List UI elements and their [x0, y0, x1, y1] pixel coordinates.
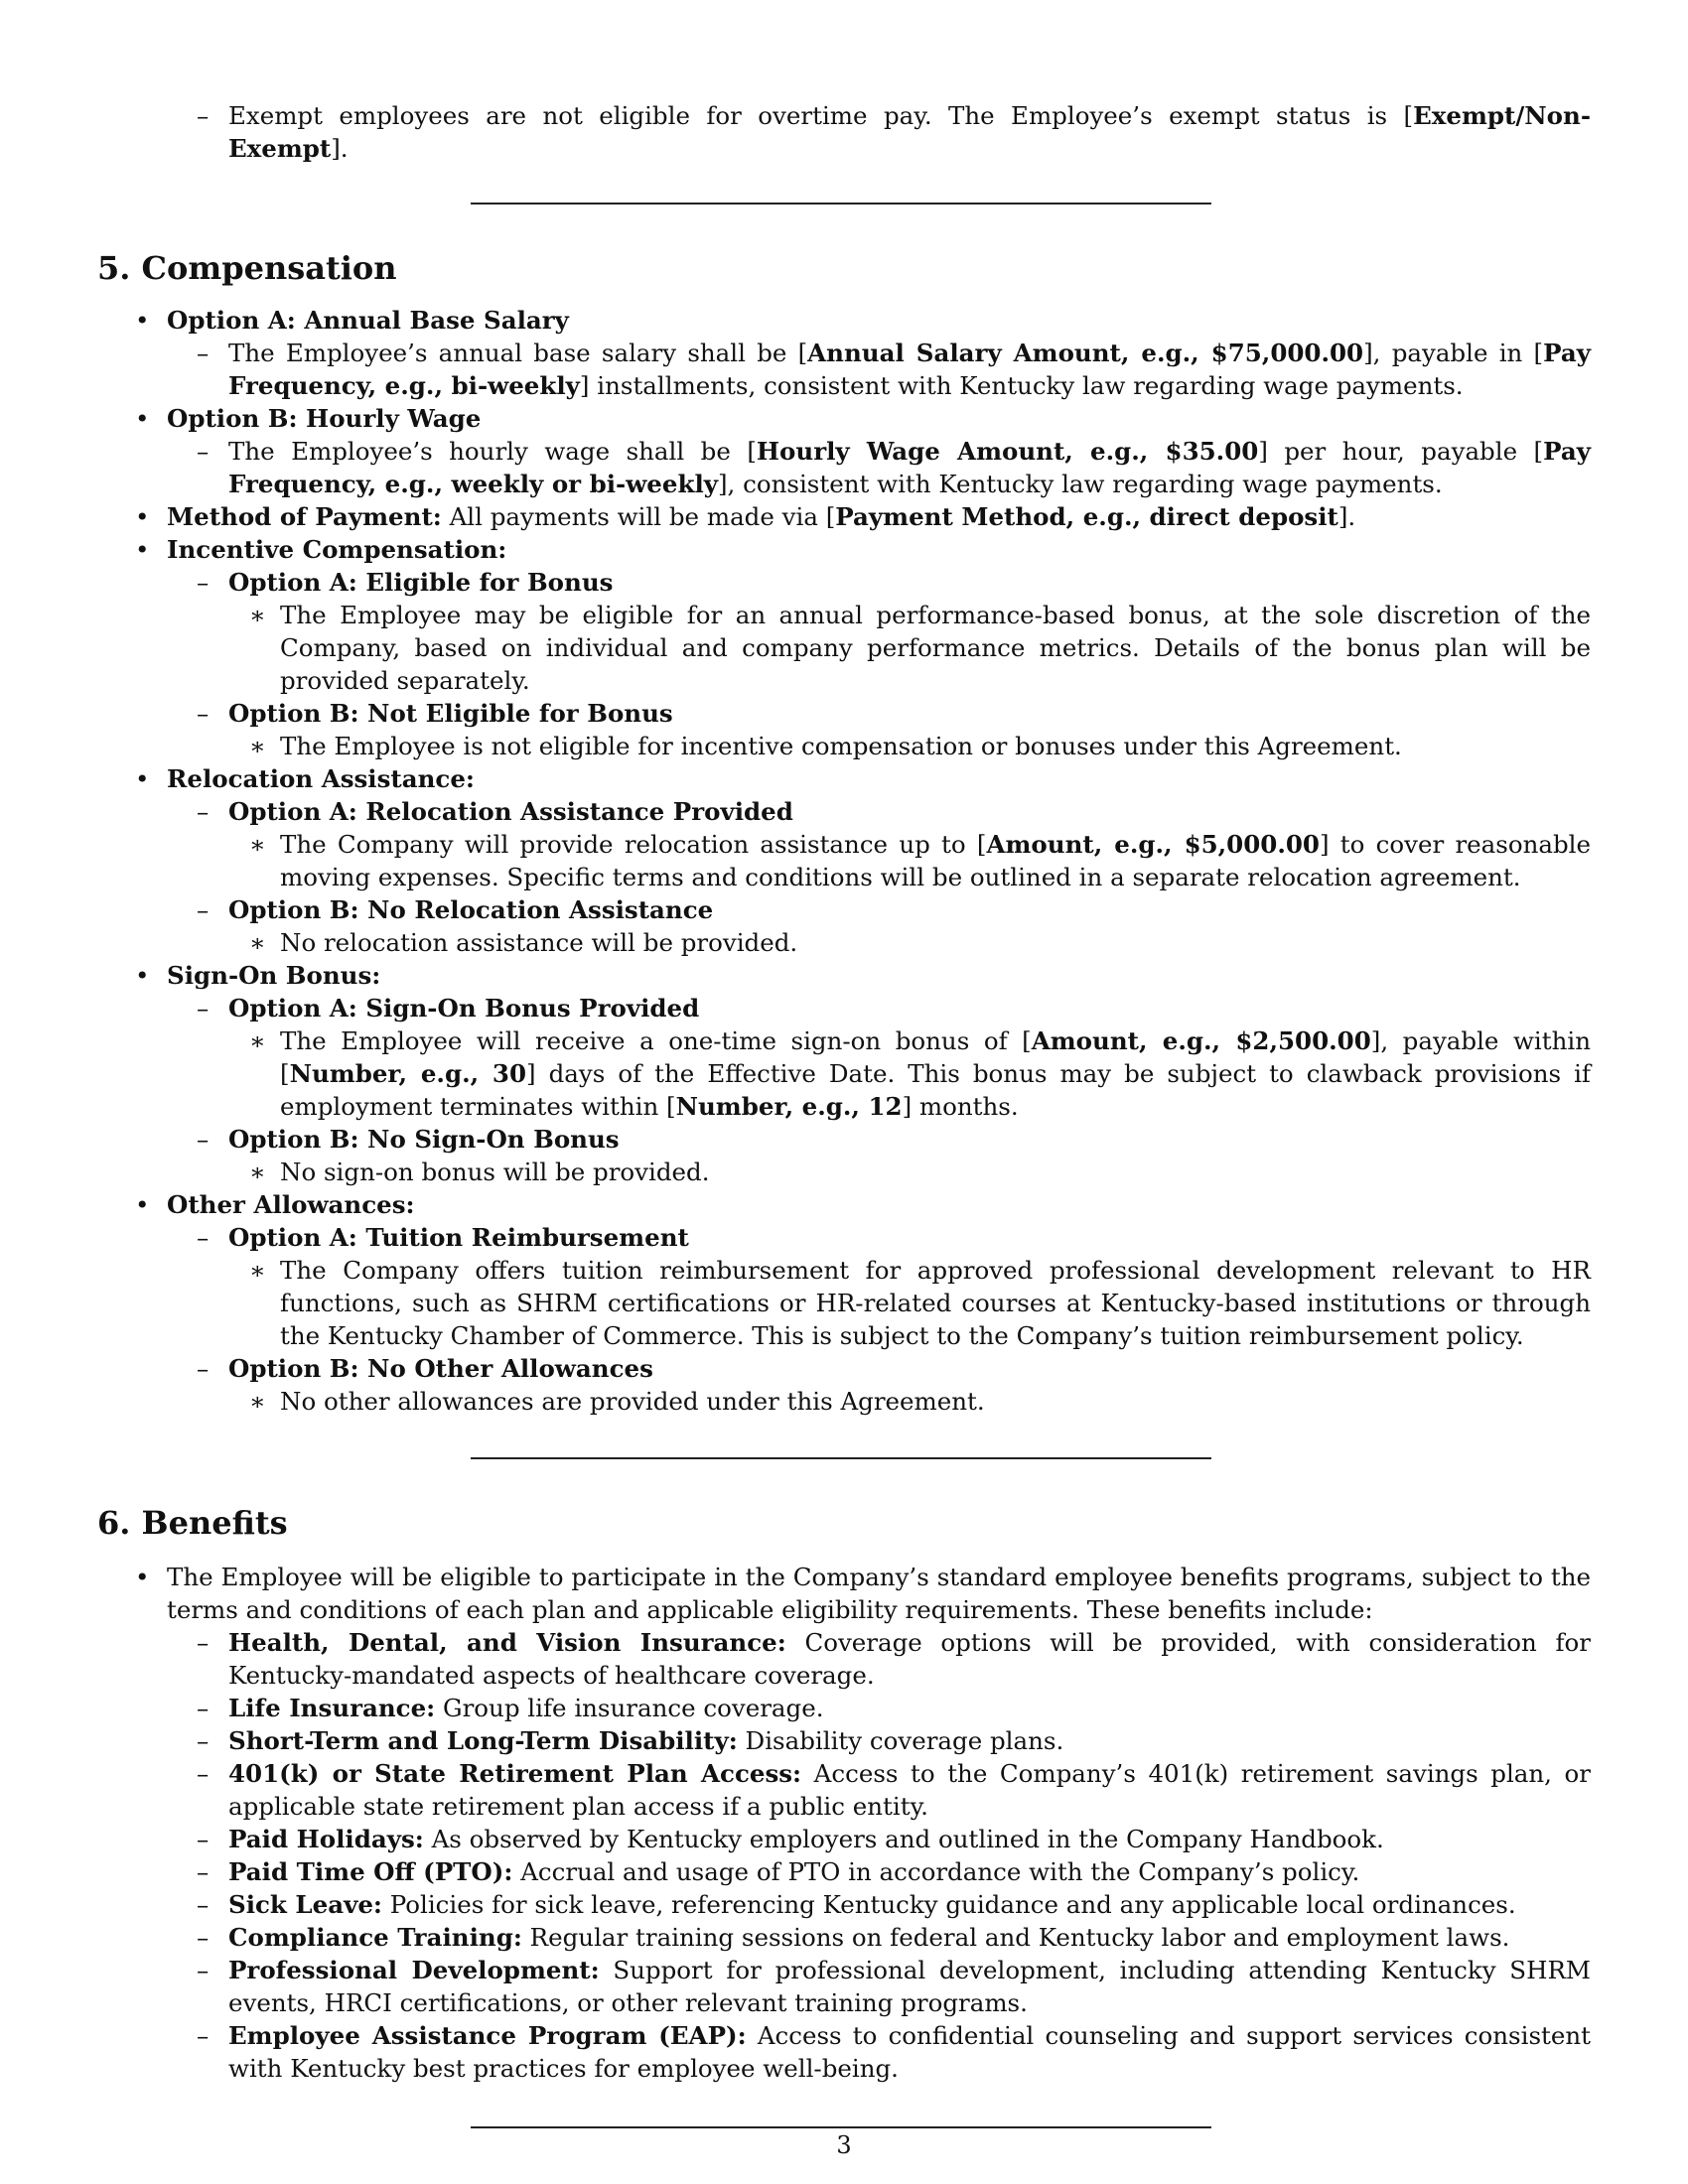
star-marker: ∗	[249, 601, 266, 629]
incentive-option-a-text: The Employee may be eligible for an annual performance-based bonus, at the sole discretion of the Company, based on individual and company performance metrics. Details of the bonus plan will be provided separately.	[280, 601, 1591, 695]
pay-frequency-placeholder: Pay Frequency, e.g., weekly or bi-weekly	[228, 437, 1591, 498]
signon-amount-placeholder: Amount, e.g., $2,500.00	[1031, 1026, 1371, 1055]
relocation-option-b-text: No relocation assistance will be provided.	[280, 928, 798, 957]
payment-method-text: ].	[1337, 502, 1356, 531]
benefit-label: Compliance Training:	[228, 1923, 522, 1952]
benefit-text: Disability coverage plans.	[737, 1726, 1064, 1755]
benefit-text: Regular training sessions on federal and Kentucky labor and employment laws.	[521, 1923, 1510, 1952]
dash-marker: –	[197, 1628, 210, 1657]
dash-marker: –	[197, 1923, 210, 1952]
benefit-label: Paid Holidays:	[228, 1825, 424, 1853]
benefit-item	[97, 1954, 1591, 2019]
star-marker: ∗	[249, 1387, 266, 1416]
benefit-text: Support for professional development, including attending Kentucky SHRM events, HRCI certifications, or other relevant training programs.	[228, 1956, 1591, 2017]
incentive-option-b	[97, 697, 1591, 730]
signon-text: ] months.	[902, 1092, 1019, 1121]
hourly-option-item	[97, 402, 1591, 435]
benefit-label: Paid Time Off (PTO):	[228, 1857, 513, 1886]
bullet-marker: •	[135, 1190, 150, 1219]
star-marker: ∗	[249, 830, 266, 859]
signon-days-placeholder: Number, e.g., 30	[289, 1059, 527, 1088]
signon-option-a-label: Option A: Sign-On Bonus Provided	[228, 994, 700, 1023]
star-marker: ∗	[249, 928, 266, 957]
payment-method-text: All payments will be made via [	[441, 502, 836, 531]
dash-marker: –	[197, 1825, 210, 1853]
incentive-label: Incentive Compensation:	[167, 535, 507, 564]
bullet-marker: •	[135, 961, 150, 990]
benefit-item	[97, 1626, 1591, 1692]
star-marker: ∗	[249, 1026, 266, 1055]
relocation-option-b-detail	[97, 926, 1591, 959]
compensation-list	[97, 304, 1591, 1418]
dash-marker: –	[197, 568, 210, 597]
relocation-text: The Company will provide relocation assistance up to [	[280, 830, 987, 859]
relocation-option-b	[97, 893, 1591, 926]
dash-marker: –	[197, 699, 210, 728]
salary-text: The Employee’s annual base salary shall be [	[228, 339, 808, 367]
exempt-text: Exempt employees are not eligible for overtime pay. The Employee’s exempt status is [	[228, 101, 1414, 130]
salary-option-item	[97, 304, 1591, 337]
exempt-text-end: ].	[331, 134, 349, 163]
top-list	[97, 99, 1591, 165]
signon-option-b-label: Option B: No Sign-On Bonus	[228, 1125, 620, 1154]
payment-method-item	[97, 500, 1591, 533]
relocation-option-a-detail	[97, 828, 1591, 893]
allowances-option-a	[97, 1221, 1591, 1254]
incentive-option-b-label: Option B: Not Eligible for Bonus	[228, 699, 673, 728]
pay-frequency-placeholder: Pay Frequency, e.g., bi-weekly	[228, 339, 1591, 400]
signon-text: ], payable within [	[280, 1026, 1591, 1088]
salary-amount-placeholder: Annual Salary Amount, e.g., $75,000.00	[807, 339, 1364, 367]
signon-option-b-text: No sign-on bonus will be provided.	[280, 1158, 710, 1186]
signon-item	[97, 959, 1591, 992]
bullet-marker: •	[135, 535, 150, 564]
horizontal-rule	[471, 1457, 1211, 1459]
relocation-item	[97, 762, 1591, 795]
incentive-option-a-label: Option A: Eligible for Bonus	[228, 568, 614, 597]
section-5-title: 5. Compensation	[97, 249, 397, 287]
relocation-option-a	[97, 795, 1591, 828]
allowances-label: Other Allowances:	[167, 1190, 415, 1219]
benefit-item	[97, 1692, 1591, 1724]
relocation-option-b-label: Option B: No Relocation Assistance	[228, 895, 714, 924]
horizontal-rule	[471, 203, 1211, 205]
dash-marker: –	[197, 1354, 210, 1383]
benefit-label: Employee Assistance Program (EAP):	[228, 2021, 747, 2050]
signon-label: Sign-On Bonus:	[167, 961, 381, 990]
signon-text: ] days of the Effective Date. This bonus may be subject to clawback provisions if employment terminates within [	[280, 1059, 1591, 1121]
benefit-label: 401(k) or State Retirement Plan Access:	[228, 1759, 802, 1788]
section-6-title: 6. Benefits	[97, 1504, 288, 1542]
benefit-item	[97, 1757, 1591, 1823]
star-marker: ∗	[249, 732, 266, 760]
bullet-marker: •	[135, 306, 150, 335]
dash-marker: –	[197, 1890, 210, 1919]
incentive-option-a	[97, 566, 1591, 599]
benefit-text: Access to confidential counseling and support services consistent with Kentucky best practices for employee well-being.	[228, 2021, 1591, 2083]
signon-option-b-detail	[97, 1156, 1591, 1188]
signon-option-b	[97, 1123, 1591, 1156]
star-marker: ∗	[249, 1158, 266, 1186]
benefit-text: Coverage options will be provided, with consideration for Kentucky-mandated aspects of healthcare coverage.	[228, 1628, 1591, 1690]
allowances-item	[97, 1188, 1591, 1221]
benefit-label: Professional Development:	[228, 1956, 600, 1984]
dash-marker: –	[197, 797, 210, 826]
hourly-amount-placeholder: Hourly Wage Amount, e.g., $35.00	[756, 437, 1259, 466]
incentive-option-b-detail	[97, 730, 1591, 762]
star-marker: ∗	[249, 1256, 266, 1285]
benefits-intro-text: The Employee will be eligible to participate in the Company’s standard employee benefits programs, subject to the terms and conditions of each plan and applicable eligibility requirements. These benefits include:	[167, 1563, 1591, 1624]
signon-months-placeholder: Number, e.g., 12	[675, 1092, 903, 1121]
signon-option-a-detail	[97, 1024, 1591, 1123]
incentive-option-a-detail	[97, 599, 1591, 697]
bullet-marker: •	[135, 404, 150, 433]
benefits-intro-item	[97, 1561, 1591, 1626]
dash-marker: –	[197, 1223, 210, 1252]
benefit-text: As observed by Kentucky employers and outlined in the Company Handbook.	[423, 1825, 1384, 1853]
benefit-item	[97, 1921, 1591, 1954]
benefit-text: Group life insurance coverage.	[435, 1694, 824, 1722]
benefit-text: Policies for sick leave, referencing Kentucky guidance and any applicable local ordinances.	[381, 1890, 1516, 1919]
benefit-item	[97, 1823, 1591, 1855]
hourly-text: ], consistent with Kentucky law regarding wage payments.	[718, 470, 1443, 498]
dash-marker: –	[197, 339, 210, 367]
allowances-option-b-label: Option B: No Other Allowances	[228, 1354, 653, 1383]
benefit-label: Sick Leave:	[228, 1890, 382, 1919]
benefit-item	[97, 1888, 1591, 1921]
dash-marker: –	[197, 1694, 210, 1722]
exempt-status-item	[97, 99, 1591, 165]
salary-text: ], payable in [	[1363, 339, 1544, 367]
hourly-text: The Employee’s hourly wage shall be [	[228, 437, 757, 466]
allowances-option-b-detail	[97, 1385, 1591, 1418]
incentive-item	[97, 533, 1591, 566]
salary-text: ] installments, consistent with Kentucky law regarding wage payments.	[579, 371, 1464, 400]
payment-method-placeholder: Payment Method, e.g., direct deposit	[835, 502, 1338, 531]
incentive-option-b-text: The Employee is not eligible for incentive compensation or bonuses under this Agreement.	[280, 732, 1402, 760]
dash-marker: –	[197, 1956, 210, 1984]
benefit-item	[97, 1724, 1591, 1757]
relocation-label: Relocation Assistance:	[167, 764, 475, 793]
salary-option-label: Option A: Annual Base Salary	[167, 306, 569, 335]
signon-option-a	[97, 992, 1591, 1024]
page-content	[97, 99, 1591, 2128]
benefit-label: Health, Dental, and Vision Insurance:	[228, 1628, 786, 1657]
page-number: 3	[836, 2131, 852, 2159]
allowances-option-a-detail	[97, 1254, 1591, 1352]
dash-marker: –	[197, 1726, 210, 1755]
dash-marker: –	[197, 437, 210, 466]
benefit-text: Accrual and usage of PTO in accordance with the Company’s policy.	[512, 1857, 1360, 1886]
benefit-text: Access to the Company’s 401(k) retirement savings plan, or applicable state retirement plan access if a public entity.	[228, 1759, 1591, 1821]
dash-marker: –	[197, 994, 210, 1023]
bullet-marker: •	[135, 502, 150, 531]
benefit-item	[97, 1855, 1591, 1888]
hourly-text: ] per hour, payable [	[1258, 437, 1544, 466]
allowances-option-a-text: The Company offers tuition reimbursement for approved professional development relevant to HR functions, such as SHRM certifications or HR-related courses at Kentucky-based institutions or through the Kentucky Chamber of Commerce. This is subject to the Company’s tuition reimbursement policy.	[280, 1256, 1591, 1350]
allowances-option-b	[97, 1352, 1591, 1385]
horizontal-rule	[471, 2126, 1211, 2128]
signon-text: The Employee will receive a one-time sign-on bonus of [	[280, 1026, 1032, 1055]
salary-option-detail	[97, 337, 1591, 402]
relocation-option-a-label: Option A: Relocation Assistance Provided	[228, 797, 793, 826]
benefits-list	[97, 1561, 1591, 2085]
payment-method-label: Method of Payment:	[167, 502, 442, 531]
allowances-option-b-text: No other allowances are provided under this Agreement.	[280, 1387, 985, 1416]
dash-marker: –	[197, 1759, 210, 1788]
hourly-option-label: Option B: Hourly Wage	[167, 404, 482, 433]
dash-marker: –	[197, 1857, 210, 1886]
benefit-label: Short-Term and Long-Term Disability:	[228, 1726, 738, 1755]
relocation-text: ] to cover reasonable moving expenses. Specific terms and conditions will be outlined in a separate relocation agreement.	[280, 830, 1591, 891]
exempt-placeholder: Exempt/Non-Exempt	[228, 101, 1591, 163]
relocation-amount-placeholder: Amount, e.g., $5,000.00	[986, 830, 1320, 859]
dash-marker: –	[197, 2021, 210, 2050]
benefit-item	[97, 2019, 1591, 2085]
bullet-marker: •	[135, 764, 150, 793]
dash-marker: –	[197, 895, 210, 924]
allowances-option-a-label: Option A: Tuition Reimbursement	[228, 1223, 689, 1252]
dash-marker: –	[197, 1125, 210, 1154]
benefit-label: Life Insurance:	[228, 1694, 436, 1722]
bullet-marker: •	[135, 1563, 150, 1591]
hourly-option-detail	[97, 435, 1591, 500]
dash-marker: –	[197, 101, 210, 130]
